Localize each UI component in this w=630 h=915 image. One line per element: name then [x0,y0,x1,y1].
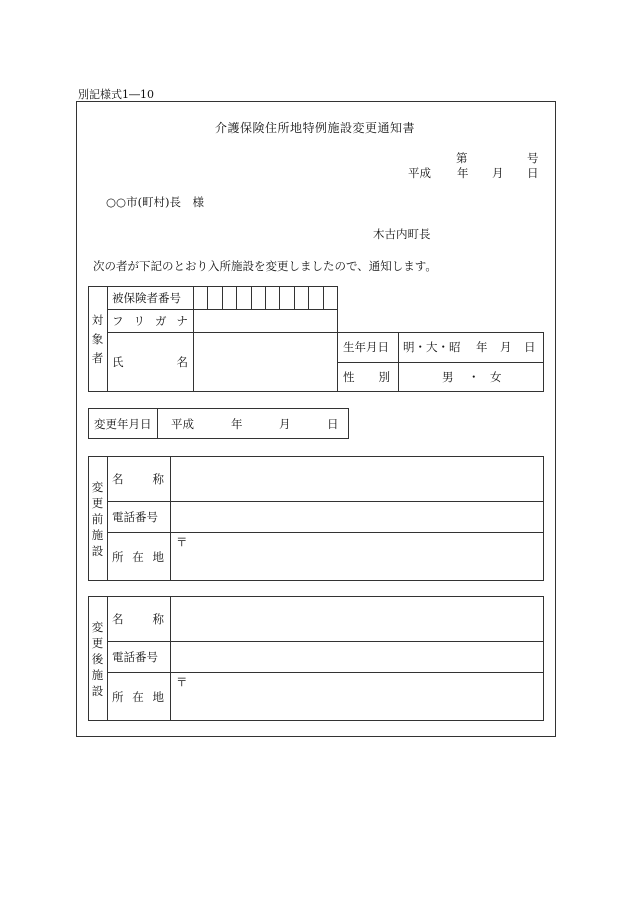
date-year: 年 [457,166,469,180]
side-char: 者 [91,351,104,365]
side-char: 対 [91,313,104,327]
insured-number-cell[interactable] [279,286,293,309]
label-char: 別 [378,370,390,384]
form-number-label: 別記様式1―10 [78,88,154,101]
label-char: 在 [132,689,144,704]
after-side-label [88,596,107,721]
insured-number-cell[interactable] [236,286,250,309]
label-char: 名 [112,471,124,486]
change-date-year: 年 [231,416,243,431]
birthdate-eras[interactable]: 明・大・昭 [403,340,461,354]
label-char: 名 [176,355,188,369]
before-phone-field[interactable] [171,502,543,531]
label-char: 名 [112,611,124,626]
side-char: 更 [91,495,104,510]
label-char: ガ [155,313,167,328]
insured-number-cell[interactable] [323,286,337,309]
side-char: 施 [91,527,104,542]
sex-female-option[interactable]: 女 [490,370,502,384]
divider [107,596,108,721]
divider [107,286,108,392]
birthdate-year: 年 [476,340,488,354]
side-char: 設 [91,543,104,558]
after-address-label [112,672,164,721]
after-phone-field[interactable] [171,642,543,671]
furigana-label [112,309,188,332]
birthdate-day: 日 [524,340,536,354]
label-char: 氏 [112,355,124,369]
side-char: 前 [91,511,104,526]
after-name-field[interactable] [171,597,543,640]
divider [157,408,158,439]
furigana-field[interactable] [194,310,336,331]
label-char: 称 [152,611,164,626]
statement-text: 次の者が下記のとおり入所施設を変更しましたので、通知します。 [93,259,437,273]
before-side-label [88,456,107,581]
subject-side-label [88,286,107,392]
before-name-label [112,456,164,501]
sender: 木古内町長 [373,227,431,241]
insured-number-cell[interactable] [265,286,279,309]
side-char: 設 [91,683,104,698]
label-char: 称 [152,471,164,486]
sex-separator: ・ [468,370,480,384]
sex-label [343,362,390,392]
insured-number-cell[interactable] [251,286,265,309]
name-field[interactable] [194,333,336,391]
change-date-era: 平成 [171,416,194,431]
before-postal-mark: 〒 [176,535,188,549]
change-date-label: 変更年月日 [94,416,152,431]
side-char: 更 [91,635,104,650]
label-char: ナ [176,313,188,328]
insured-number-cell[interactable] [207,286,221,309]
label-char: 在 [132,549,144,564]
document-title: 介護保険住所地特例施設変更通知書 [214,121,415,135]
after-name-label [112,596,164,641]
insured-number-cell[interactable] [308,286,322,309]
insured-number-cell[interactable] [294,286,308,309]
insured-number-cell[interactable] [222,286,236,309]
label-char: 所 [112,549,124,564]
divider [107,456,108,581]
name-label [112,332,188,392]
addressee: ○○市(町村)長 様 [106,195,205,209]
label-char: リ [133,313,145,328]
side-char: 施 [91,667,104,682]
date-month: 月 [492,166,504,180]
birthdate-month: 月 [500,340,512,354]
side-char: 象 [91,332,104,346]
after-postal-mark: 〒 [176,675,188,689]
side-char: 変 [91,479,104,494]
side-char: 変 [91,619,104,634]
before-phone-label: 電話番号 [112,509,158,524]
after-phone-label: 電話番号 [112,649,158,664]
change-date-day: 日 [327,416,339,431]
divider [398,332,399,392]
label-char: 性 [343,370,355,384]
before-address-label [112,532,164,581]
sex-male-option[interactable]: 男 [442,370,454,384]
doc-number-go: 号 [527,151,539,165]
change-date-month: 月 [279,416,291,431]
insured-number-label: 被保険者番号 [112,290,181,305]
label-char: フ [112,313,124,328]
before-name-field[interactable] [171,457,543,500]
label-char: 所 [112,689,124,704]
date-era: 平成 [408,166,431,180]
insured-number-cell[interactable] [193,286,207,309]
before-address-field[interactable] [171,533,543,580]
after-address-field[interactable] [171,673,543,720]
label-char: 地 [152,689,164,704]
doc-number-dai: 第 [456,151,468,165]
side-char: 後 [91,651,104,666]
birthdate-label: 生年月日 [343,340,389,354]
label-char: 地 [152,549,164,564]
date-day: 日 [527,166,539,180]
